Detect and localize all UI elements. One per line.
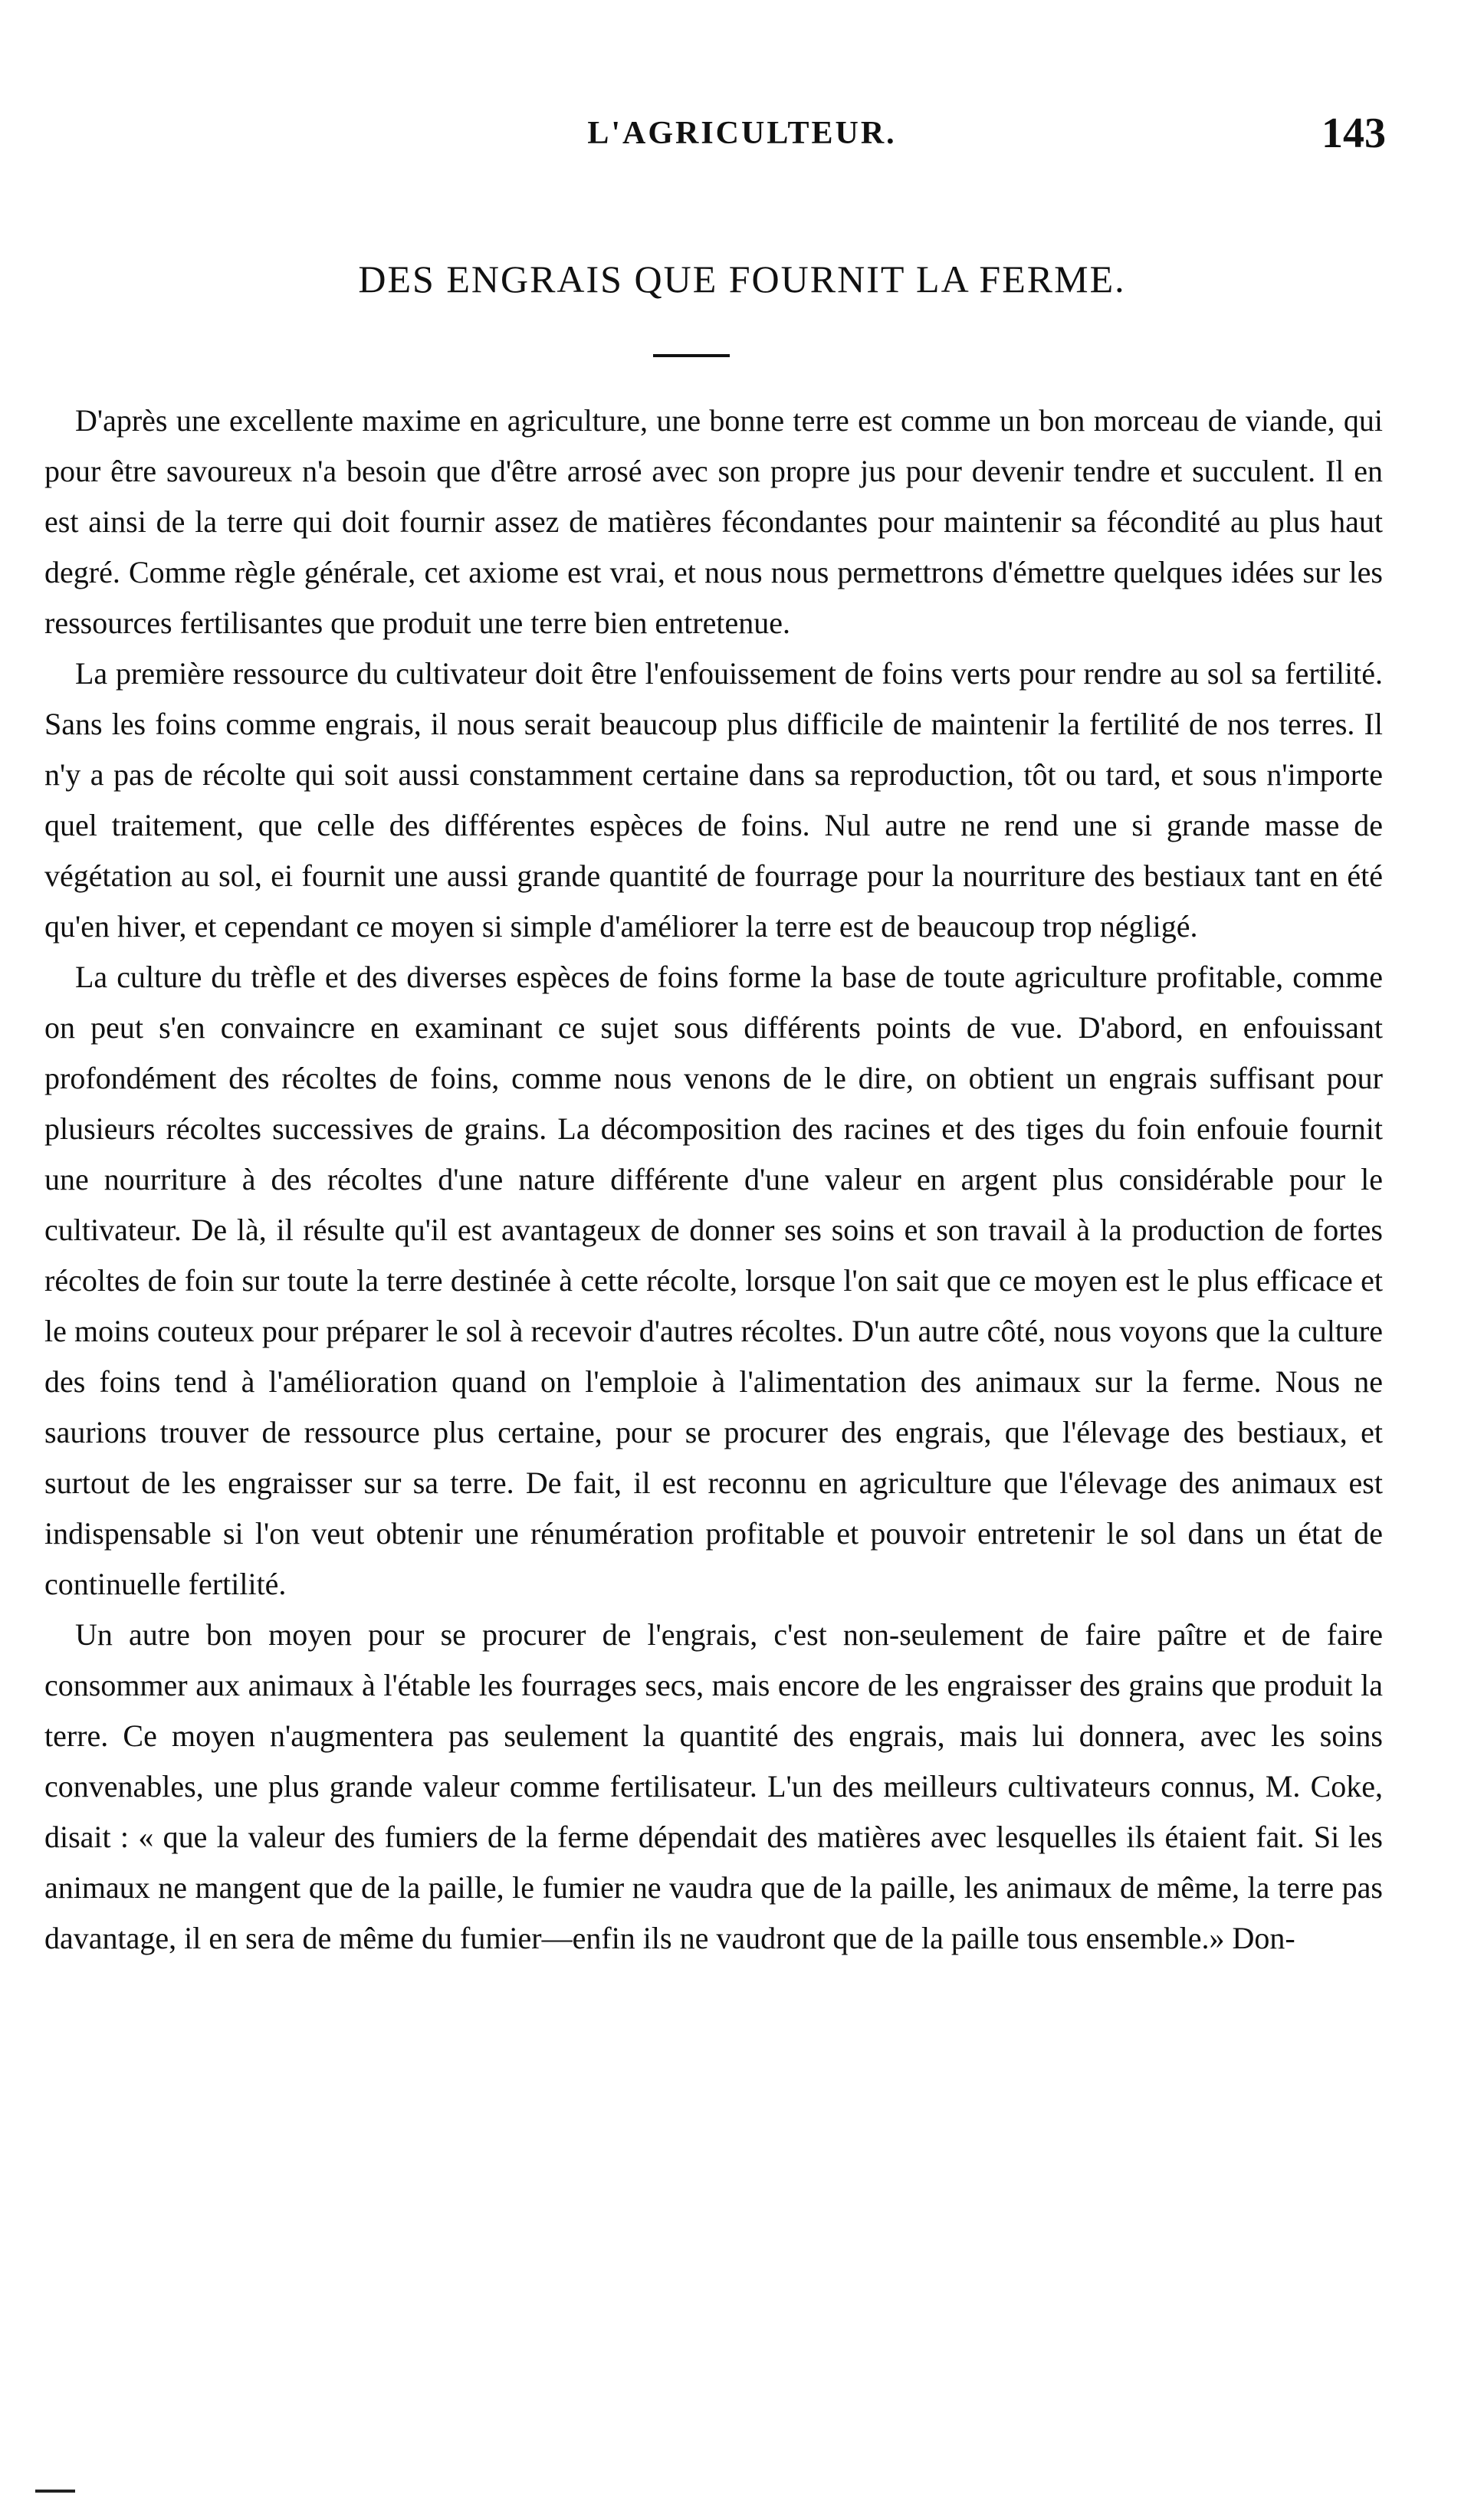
paragraph-4: Un autre bon moyen pour se procurer de l'engrais, c'est non-seulement de faire paître et de faire consommer aux animaux à l'étable les fourrages secs, mais encore de les engraisser des grains que produit la terre. Ce moyen n'augmentera pas seulement la quantité des engrais, mais lui donnera, avec les soins convenables, une plus grande valeur comme fertilisateur. L'un des meilleurs cultivateurs connus, M. Coke, disait : « que la valeur des fumiers de la ferme dépendait des matières avec lesquelles ils étaient fait. Si les animaux ne mangent que de la paille, le fumier ne vaudra que de la paille, les animaux de même, la terre pas davantage, il en sera de même du fumier—enfin ils ne vaudront que de la paille tous ensemble.» Don- xyxy=(44,1617,1383,1955)
title-divider xyxy=(653,354,730,357)
paragraph-2: La première ressource du cultivateur doit être l'enfouissement de foins verts pour rendre au sol sa fertilité. Sans les foins comme engrais, il nous serait beaucoup plus difficile de maintenir la fertilité de nos terres. Il n'y a pas de récolte qui soit aussi constamment certaine dans sa reproduction, tôt ou tard, et sous n'importe quel traitement, que celle des différentes espèces de foins. Nul autre ne rend une si grande masse de végétation au sol, ei fournit une aussi grande quantité de fourrage pour la nourriture des bestiaux tant en été qu'en hiver, et cependant ce moyen si simple d'améliorer la terre est de beaucoup trop négligé. xyxy=(44,656,1383,944)
chapter-title: DES ENGRAIS QUE FOURNIT LA FERME. xyxy=(358,258,1126,300)
footer-mark xyxy=(35,2490,75,2493)
body-text xyxy=(44,396,1383,1964)
paragraph-3: La culture du trèfle et des diverses espèces de foins forme la base de toute agriculture profitable, comme on peut s'en convaincre en examinant ce sujet sous différents points de vue. D'abord, en enfouissant profondément des récoltes de foins, comme nous venons de le dire, on obtient un engrais suffisant pour plusieurs récoltes successives de grains. La décomposition des racines et des tiges du foin enfouie fournit une nourriture à des récoltes d'une nature différente d'une valeur en argent plus considérable pour le cultivateur. De là, il résulte qu'il est avantageux de donner ses soins et son travail à la production de fortes récoltes de foin sur toute la terre destinée à cette récolte, lorsque l'on sait que ce moyen est le plus efficace et le moins couteux pour préparer le sol à recevoir d'autres récoltes. D'un autre côté, nous voyons que la culture des foins tend à l'amélioration quand on l'emploie à l'alimentation des animaux sur la ferme. Nous ne saurions trouver de ressource plus certaine, pour se procurer des engrais, que l'élevage des bestiaux, et surtout de les engraisser sur sa terre. De fait, il est reconnu en agriculture que l'élevage des animaux est indispensable si l'on veut obtenir une rénumération profitable et pouvoir entretenir le sol dans un état de continuelle fertilité. xyxy=(44,960,1383,1601)
paragraph-1: D'après une excellente maxime en agriculture, une bonne terre est comme un bon morceau de viande, qui pour être savoureux n'a besoin que d'être arrosé avec son propre jus pour devenir tendre et succulent. Il en est ainsi de la terre qui doit fournir assez de matières fécondantes pour maintenir sa fécondité au plus haut degré. Comme règle générale, cet axiome est vrai, et nous nous permettrons d'émettre quelques idées sur les ressources fertilisantes que produit une terre bien entretenue. xyxy=(44,403,1383,640)
running-title: L'AGRICULTEUR. xyxy=(587,116,897,151)
page-number: 143 xyxy=(1321,110,1386,157)
